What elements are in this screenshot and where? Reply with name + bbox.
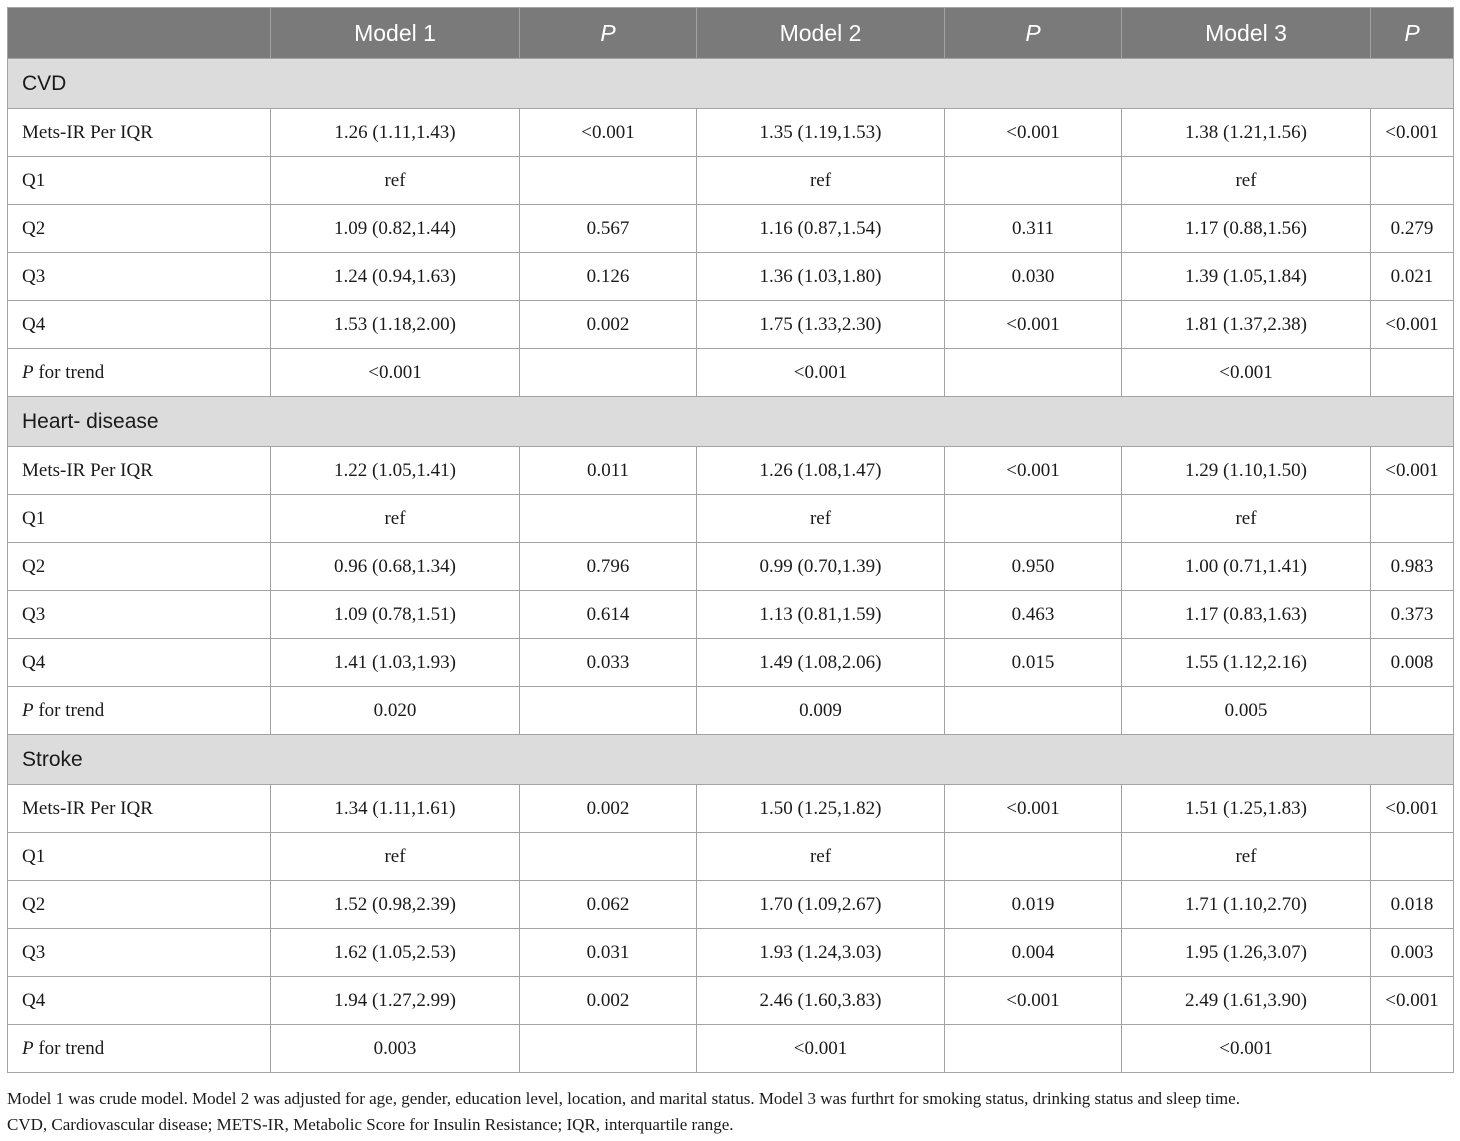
p-value-2-cell: 0.019 xyxy=(945,881,1122,929)
model-3-cell: 1.17 (0.83,1.63) xyxy=(1122,591,1371,639)
model-1-cell: 0.003 xyxy=(271,1025,520,1073)
model-2-cell: <0.001 xyxy=(697,1025,945,1073)
row-label: Q3 xyxy=(8,253,271,301)
model-3-cell: 1.29 (1.10,1.50) xyxy=(1122,447,1371,495)
model-2-cell: ref xyxy=(697,495,945,543)
table-row xyxy=(8,785,1454,833)
table-row xyxy=(8,495,1454,543)
model-2-cell: 1.49 (1.08,2.06) xyxy=(697,639,945,687)
p-value-2-cell xyxy=(945,157,1122,205)
model-2-cell: <0.001 xyxy=(697,349,945,397)
p-value-2-cell: 0.311 xyxy=(945,205,1122,253)
p-value-1-cell: 0.062 xyxy=(520,881,697,929)
model-2-cell: 1.16 (0.87,1.54) xyxy=(697,205,945,253)
model-2-cell: 1.36 (1.03,1.80) xyxy=(697,253,945,301)
table-row xyxy=(8,639,1454,687)
model-1-cell: 0.96 (0.68,1.34) xyxy=(271,543,520,591)
p-value-1-cell xyxy=(520,687,697,735)
model-2-cell: 2.46 (1.60,3.83) xyxy=(697,977,945,1025)
p-value-1-cell: 0.033 xyxy=(520,639,697,687)
p-value-1-cell xyxy=(520,157,697,205)
section-title: CVD xyxy=(8,59,1454,109)
section-title: Heart- disease xyxy=(8,397,1454,447)
p-value-1-cell: 0.002 xyxy=(520,301,697,349)
model-2-cell: 0.009 xyxy=(697,687,945,735)
row-label-italic: P xyxy=(22,699,34,721)
header-p-1: P xyxy=(520,8,697,59)
p-value-1-cell: 0.002 xyxy=(520,977,697,1025)
section-header-row xyxy=(8,735,1454,785)
table-row xyxy=(8,205,1454,253)
model-2-cell: ref xyxy=(697,833,945,881)
p-value-2-cell: 0.030 xyxy=(945,253,1122,301)
p-value-3-cell xyxy=(1371,349,1454,397)
table-row xyxy=(8,687,1454,735)
header-model-2: Model 2 xyxy=(697,8,945,59)
header-p-2: P xyxy=(945,8,1122,59)
row-label-rest: for trend xyxy=(33,699,105,721)
results-table-container xyxy=(7,7,1453,1073)
model-3-cell: ref xyxy=(1122,157,1371,205)
footnote-line-1: Model 1 was crude model. Model 2 was adjusted for age, gender, education level, location, and marital status. Model 3 was furthrt for smoking status, drinking status and sleep time. xyxy=(7,1089,1240,1108)
p-value-2-cell: <0.001 xyxy=(945,109,1122,157)
model-1-cell: 1.24 (0.94,1.63) xyxy=(271,253,520,301)
model-3-cell: 1.81 (1.37,2.38) xyxy=(1122,301,1371,349)
header-model-3: Model 3 xyxy=(1122,8,1371,59)
model-3-cell: 1.00 (0.71,1.41) xyxy=(1122,543,1371,591)
p-value-3-cell: 0.008 xyxy=(1371,639,1454,687)
p-value-2-cell xyxy=(945,495,1122,543)
row-label: Q1 xyxy=(8,495,271,543)
table-row xyxy=(8,881,1454,929)
model-1-cell: 1.26 (1.11,1.43) xyxy=(271,109,520,157)
p-value-2-cell xyxy=(945,833,1122,881)
row-label-italic: P xyxy=(22,1037,34,1059)
model-2-cell: 1.26 (1.08,1.47) xyxy=(697,447,945,495)
table-row xyxy=(8,929,1454,977)
model-1-cell: ref xyxy=(271,833,520,881)
p-value-3-cell: 0.279 xyxy=(1371,205,1454,253)
model-2-cell: 1.35 (1.19,1.53) xyxy=(697,109,945,157)
row-label xyxy=(8,687,271,735)
row-label-rest: for trend xyxy=(33,361,105,383)
model-2-cell: 1.70 (1.09,2.67) xyxy=(697,881,945,929)
model-3-cell: 1.95 (1.26,3.07) xyxy=(1122,929,1371,977)
row-label: Mets-IR Per IQR xyxy=(8,785,271,833)
p-value-3-cell: <0.001 xyxy=(1371,977,1454,1025)
p-value-2-cell: 0.004 xyxy=(945,929,1122,977)
p-value-1-cell: <0.001 xyxy=(520,109,697,157)
table-body xyxy=(8,59,1454,1073)
model-3-cell: 1.51 (1.25,1.83) xyxy=(1122,785,1371,833)
p-value-2-cell xyxy=(945,1025,1122,1073)
model-1-cell: 1.09 (0.82,1.44) xyxy=(271,205,520,253)
model-3-cell: 0.005 xyxy=(1122,687,1371,735)
model-1-cell: 1.52 (0.98,2.39) xyxy=(271,881,520,929)
p-value-2-cell: <0.001 xyxy=(945,447,1122,495)
model-3-cell: ref xyxy=(1122,495,1371,543)
p-value-2-cell: 0.015 xyxy=(945,639,1122,687)
table-row xyxy=(8,253,1454,301)
p-value-3-cell: <0.001 xyxy=(1371,109,1454,157)
model-1-cell: 1.41 (1.03,1.93) xyxy=(271,639,520,687)
table-row xyxy=(8,349,1454,397)
model-2-cell: 1.50 (1.25,1.82) xyxy=(697,785,945,833)
p-value-2-cell xyxy=(945,687,1122,735)
row-label-italic: P xyxy=(22,361,34,383)
model-3-cell: 1.71 (1.10,2.70) xyxy=(1122,881,1371,929)
row-label: Q1 xyxy=(8,157,271,205)
header-model-1: Model 1 xyxy=(271,8,520,59)
p-value-2-cell: <0.001 xyxy=(945,785,1122,833)
p-value-1-cell: 0.011 xyxy=(520,447,697,495)
p-value-2-cell: <0.001 xyxy=(945,301,1122,349)
model-1-cell: 1.34 (1.11,1.61) xyxy=(271,785,520,833)
p-value-1-cell: 0.567 xyxy=(520,205,697,253)
p-value-3-cell xyxy=(1371,157,1454,205)
header-p-3: P xyxy=(1371,8,1454,59)
footnote-line-2: CVD, Cardiovascular disease; METS-IR, Metabolic Score for Insulin Resistance; IQR, interquartile range. xyxy=(7,1115,734,1134)
model-1-cell: 1.09 (0.78,1.51) xyxy=(271,591,520,639)
row-label: Q3 xyxy=(8,929,271,977)
model-3-cell: <0.001 xyxy=(1122,1025,1371,1073)
model-1-cell: 1.62 (1.05,2.53) xyxy=(271,929,520,977)
p-value-3-cell: 0.003 xyxy=(1371,929,1454,977)
model-3-cell: ref xyxy=(1122,833,1371,881)
model-1-cell: <0.001 xyxy=(271,349,520,397)
p-value-3-cell: <0.001 xyxy=(1371,785,1454,833)
model-1-cell: 1.53 (1.18,2.00) xyxy=(271,301,520,349)
model-3-cell: 1.17 (0.88,1.56) xyxy=(1122,205,1371,253)
p-value-3-cell: 0.373 xyxy=(1371,591,1454,639)
model-1-cell: 1.94 (1.27,2.99) xyxy=(271,977,520,1025)
p-value-1-cell: 0.126 xyxy=(520,253,697,301)
model-3-cell: <0.001 xyxy=(1122,349,1371,397)
row-label: Mets-IR Per IQR xyxy=(8,109,271,157)
table-footnote xyxy=(7,1086,1453,1138)
model-3-cell: 1.39 (1.05,1.84) xyxy=(1122,253,1371,301)
p-value-2-cell: <0.001 xyxy=(945,977,1122,1025)
model-1-cell: ref xyxy=(271,157,520,205)
model-1-cell: 0.020 xyxy=(271,687,520,735)
model-1-cell: ref xyxy=(271,495,520,543)
row-label: Mets-IR Per IQR xyxy=(8,447,271,495)
p-value-1-cell xyxy=(520,349,697,397)
p-value-3-cell xyxy=(1371,833,1454,881)
model-2-cell: ref xyxy=(697,157,945,205)
header-blank xyxy=(8,8,271,59)
section-title: Stroke xyxy=(8,735,1454,785)
p-value-2-cell: 0.463 xyxy=(945,591,1122,639)
p-value-3-cell xyxy=(1371,495,1454,543)
table-row xyxy=(8,1025,1454,1073)
table-row xyxy=(8,447,1454,495)
model-3-cell: 1.38 (1.21,1.56) xyxy=(1122,109,1371,157)
p-value-3-cell: <0.001 xyxy=(1371,447,1454,495)
p-value-3-cell: 0.983 xyxy=(1371,543,1454,591)
table-row xyxy=(8,109,1454,157)
model-2-cell: 1.13 (0.81,1.59) xyxy=(697,591,945,639)
row-label: Q2 xyxy=(8,205,271,253)
p-value-2-cell: 0.950 xyxy=(945,543,1122,591)
row-label: Q2 xyxy=(8,881,271,929)
model-2-cell: 1.75 (1.33,2.30) xyxy=(697,301,945,349)
model-3-cell: 1.55 (1.12,2.16) xyxy=(1122,639,1371,687)
p-value-1-cell xyxy=(520,833,697,881)
table-row xyxy=(8,157,1454,205)
table-row xyxy=(8,591,1454,639)
table-row xyxy=(8,543,1454,591)
row-label: Q4 xyxy=(8,977,271,1025)
row-label: Q3 xyxy=(8,591,271,639)
p-value-3-cell: <0.001 xyxy=(1371,301,1454,349)
p-value-1-cell xyxy=(520,1025,697,1073)
section-header-row xyxy=(8,397,1454,447)
p-value-1-cell: 0.031 xyxy=(520,929,697,977)
p-value-3-cell: 0.018 xyxy=(1371,881,1454,929)
p-value-1-cell: 0.796 xyxy=(520,543,697,591)
header-row xyxy=(8,8,1454,59)
p-value-1-cell: 0.614 xyxy=(520,591,697,639)
row-label: Q4 xyxy=(8,301,271,349)
model-2-cell: 1.93 (1.24,3.03) xyxy=(697,929,945,977)
table-row xyxy=(8,301,1454,349)
p-value-2-cell xyxy=(945,349,1122,397)
results-table xyxy=(7,7,1454,1073)
model-3-cell: 2.49 (1.61,3.90) xyxy=(1122,977,1371,1025)
row-label xyxy=(8,1025,271,1073)
row-label: Q2 xyxy=(8,543,271,591)
p-value-3-cell: 0.021 xyxy=(1371,253,1454,301)
p-value-3-cell xyxy=(1371,687,1454,735)
row-label xyxy=(8,349,271,397)
model-2-cell: 0.99 (0.70,1.39) xyxy=(697,543,945,591)
row-label: Q4 xyxy=(8,639,271,687)
table-row xyxy=(8,977,1454,1025)
p-value-3-cell xyxy=(1371,1025,1454,1073)
model-1-cell: 1.22 (1.05,1.41) xyxy=(271,447,520,495)
table-row xyxy=(8,833,1454,881)
p-value-1-cell: 0.002 xyxy=(520,785,697,833)
row-label-rest: for trend xyxy=(33,1037,105,1059)
p-value-1-cell xyxy=(520,495,697,543)
row-label: Q1 xyxy=(8,833,271,881)
section-header-row xyxy=(8,59,1454,109)
